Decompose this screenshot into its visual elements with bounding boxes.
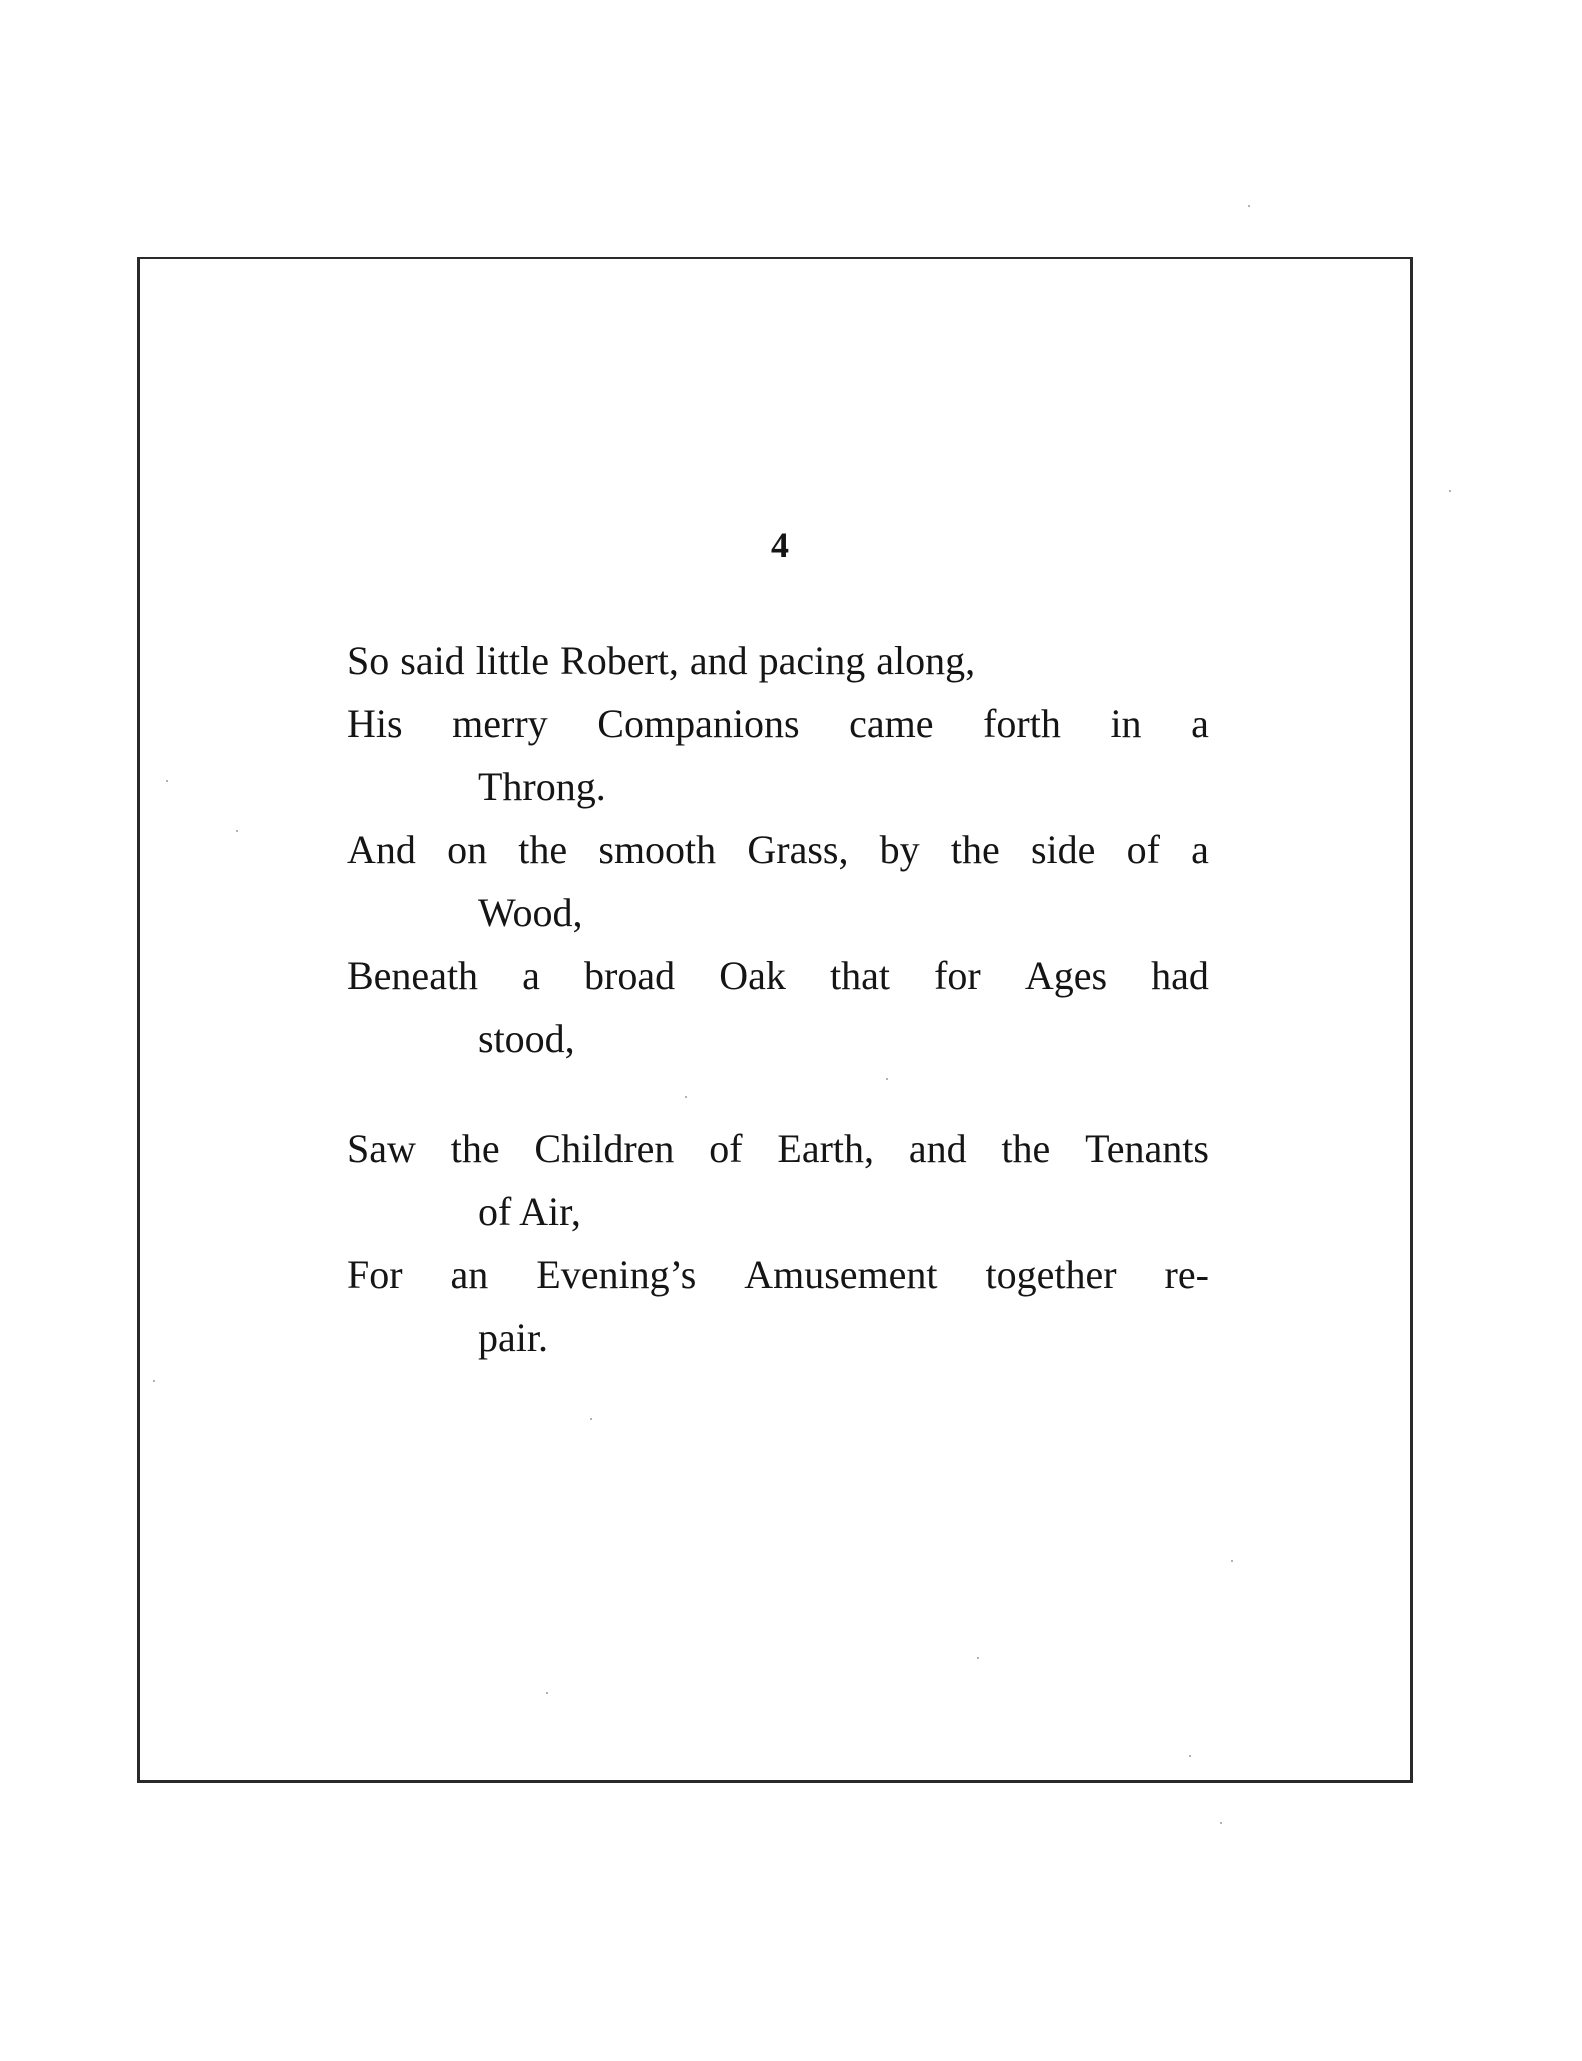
scan-speck — [166, 780, 168, 782]
scan-speck — [153, 1380, 155, 1382]
scan-speck — [1231, 1560, 1233, 1562]
scan-speck — [1449, 490, 1451, 492]
verse-line: And on the smooth Grass, by the side of a — [347, 827, 1209, 872]
verse-line: Beneath a broad Oak that for Ages had — [347, 953, 1209, 998]
scan-speck — [236, 830, 238, 832]
scan-speck — [977, 1657, 979, 1659]
stanza-2 — [347, 1124, 1209, 1376]
page-number: 4 — [771, 525, 789, 565]
stanza-1 — [347, 636, 1209, 1077]
verse-line: Saw the Children of Earth, and the Tenants — [347, 1126, 1209, 1171]
scan-speck — [1248, 205, 1250, 207]
scan-speck — [685, 1096, 687, 1098]
verse-line-continuation: stood, — [478, 1016, 575, 1061]
scan-speck — [1189, 1755, 1191, 1757]
verse-line-continuation: Throng. — [478, 764, 606, 809]
scan-speck — [590, 1418, 592, 1420]
scan-speck — [1220, 1822, 1222, 1824]
verse-line-continuation: Wood, — [478, 890, 583, 935]
verse-line: So said little Robert, and pacing along, — [347, 638, 976, 683]
verse-line-continuation: pair. — [478, 1315, 548, 1360]
scan-speck — [886, 1078, 888, 1080]
verse-line: For an Evening’s Amusement together re- — [347, 1252, 1209, 1297]
scan-speck — [546, 1692, 548, 1694]
verse-line: His merry Companions came forth in a — [347, 701, 1209, 746]
verse-line-continuation: of Air, — [478, 1189, 581, 1234]
